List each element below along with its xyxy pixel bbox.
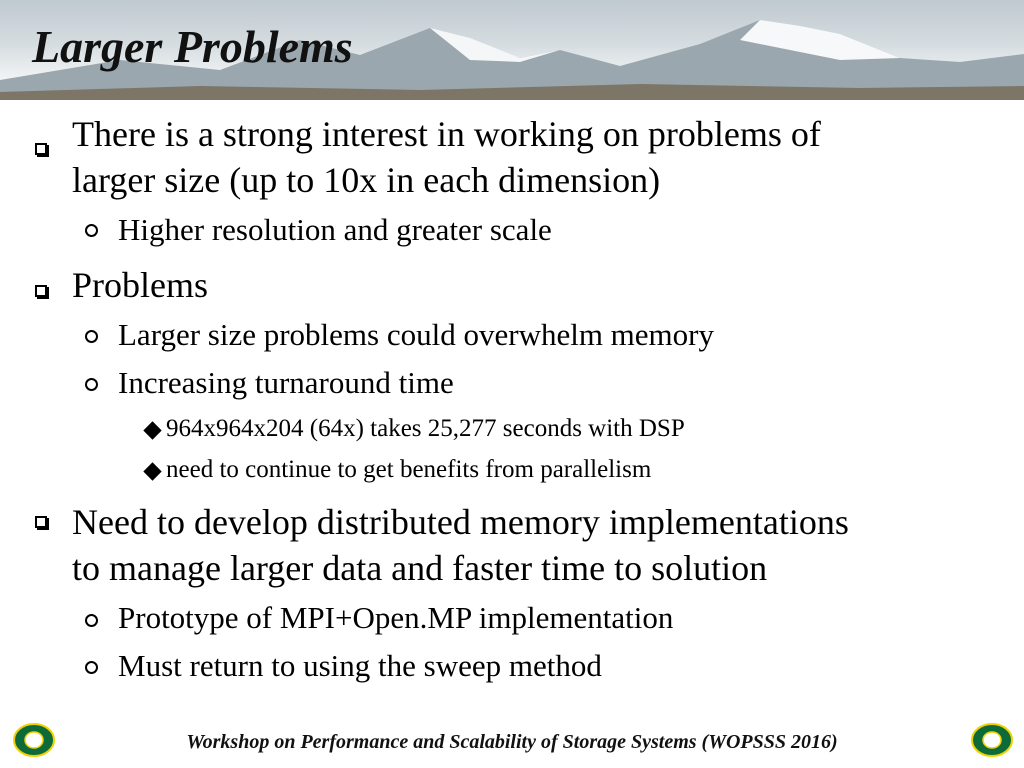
square-bullet-icon [35,143,47,155]
subsub-bullet-text: 964x964x204 (64x) takes 25,277 seconds with DSP [166,415,685,442]
slide-title: Larger Problems [32,21,353,72]
subsub-bullet-text: need to continue to get benefits from parallelism [166,456,652,483]
sub-bullet-text: Larger size problems could overwhelm memory [118,317,714,352]
sub-bullet-text: Higher resolution and greater scale [118,212,552,247]
sub-bullet-text: Increasing turnaround time [118,365,454,400]
sub-bullet-text: Prototype of MPI+Open.MP implementation [118,600,674,635]
bullet-text: Need to develop distributed memory implementations [72,502,849,542]
circle-bullet-icon [85,614,98,627]
diamond-bullet-icon [143,421,161,439]
circle-bullet-icon [85,378,98,391]
bullet-text: larger size (up to 10x in each dimension) [72,160,661,200]
footer-workshop-text: Workshop on Performance and Scalability of Storage Systems (WOPSSS 2016) [186,731,838,753]
circle-bullet-icon [85,661,98,674]
circle-bullet-icon [85,224,98,237]
square-bullet-icon [35,285,47,297]
square-bullet-icon [35,516,47,528]
sub-bullet-text: Must return to using the sweep method [118,648,602,683]
bullet-text: to manage larger data and faster time to solution [72,548,768,588]
bullet-text: There is a strong interest in working on problems of [72,114,821,154]
oregon-o-logo-icon [970,722,1014,758]
circle-bullet-icon [85,330,98,343]
bullet-text: Problems [72,265,209,305]
diamond-bullet-icon [143,462,161,480]
